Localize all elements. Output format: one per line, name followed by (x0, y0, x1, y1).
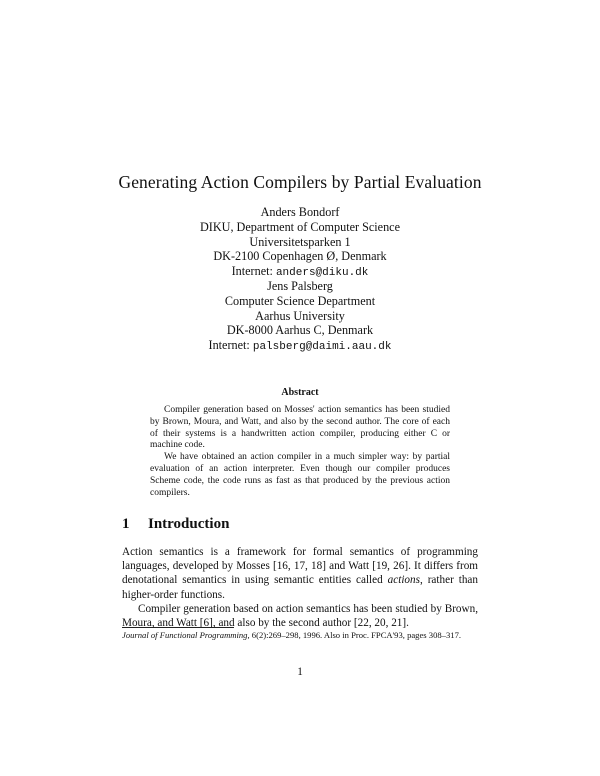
internet-label: Internet: (231, 264, 273, 279)
author-address-line: Universitetsparken 1 (249, 234, 351, 249)
paper-title: Generating Action Compilers by Partial Evaluation (118, 172, 482, 192)
emphasis-actions: actions (387, 574, 420, 587)
author-name: Jens Palsberg (267, 279, 333, 293)
section-heading (122, 516, 229, 533)
section-title: Introduction (148, 516, 230, 532)
body-paragraph: Compiler generation based on action semantics has been studied by Brown, Moura, and Watt [6], and also by the second author [22, 20, 21]. (122, 602, 478, 630)
internet-label: Internet: (208, 338, 250, 353)
abstract-paragraph: Compiler generation based on Mosses' action semantics has been studied by Brown, Moura, and Watt, and also by the second author. The core of each of their systems is a handwritten action compiler, producing either C or machine code. (150, 405, 450, 451)
author-affiliation: Computer Science Department (224, 293, 376, 308)
author-address-line: DK-8000 Aarhus C, Denmark (226, 323, 374, 338)
author-email[interactable]: palsberg@daimi.aau.dk (252, 341, 392, 354)
author-block-2 (0, 279, 600, 355)
author-email[interactable]: anders@diku.dk (275, 267, 369, 280)
abstract-body (150, 405, 450, 499)
author-address-line: DK-2100 Copenhagen Ø, Denmark (213, 249, 387, 264)
page-number: 1 (297, 666, 303, 678)
abstract-heading: Abstract (281, 387, 319, 398)
footnote (122, 630, 478, 641)
author-block-1 (0, 205, 600, 281)
section-number: 1 (122, 516, 130, 532)
footnote-details: , 6(2):269–298, 1996. Also in Proc. FPCA'93, pages 308–317. (247, 630, 462, 640)
author-affiliation: DIKU, Department of Computer Science (199, 219, 401, 234)
author-name: Anders Bondorf (260, 205, 340, 219)
footnote-journal: Journal of Functional Programming (122, 630, 248, 640)
author-address-line: Aarhus University (255, 308, 345, 323)
section-body (122, 545, 478, 630)
footnote-rule (122, 627, 234, 628)
author-email-line (0, 338, 600, 355)
abstract-paragraph: We have obtained an action compiler in a much simpler way: by partial evaluation of an action interpreter. Even though our compiler produces Scheme code, the code runs as fast as that produced by the previous action compilers. (150, 452, 450, 498)
body-paragraph: Action semantics is a framework for formal semantics of programming languages, developed by Mosses [16, 17, 18] and Watt [19, 26]. It differs from denotational semantics in using semantic entities called actions, rather than higher-order functions. (122, 546, 478, 601)
